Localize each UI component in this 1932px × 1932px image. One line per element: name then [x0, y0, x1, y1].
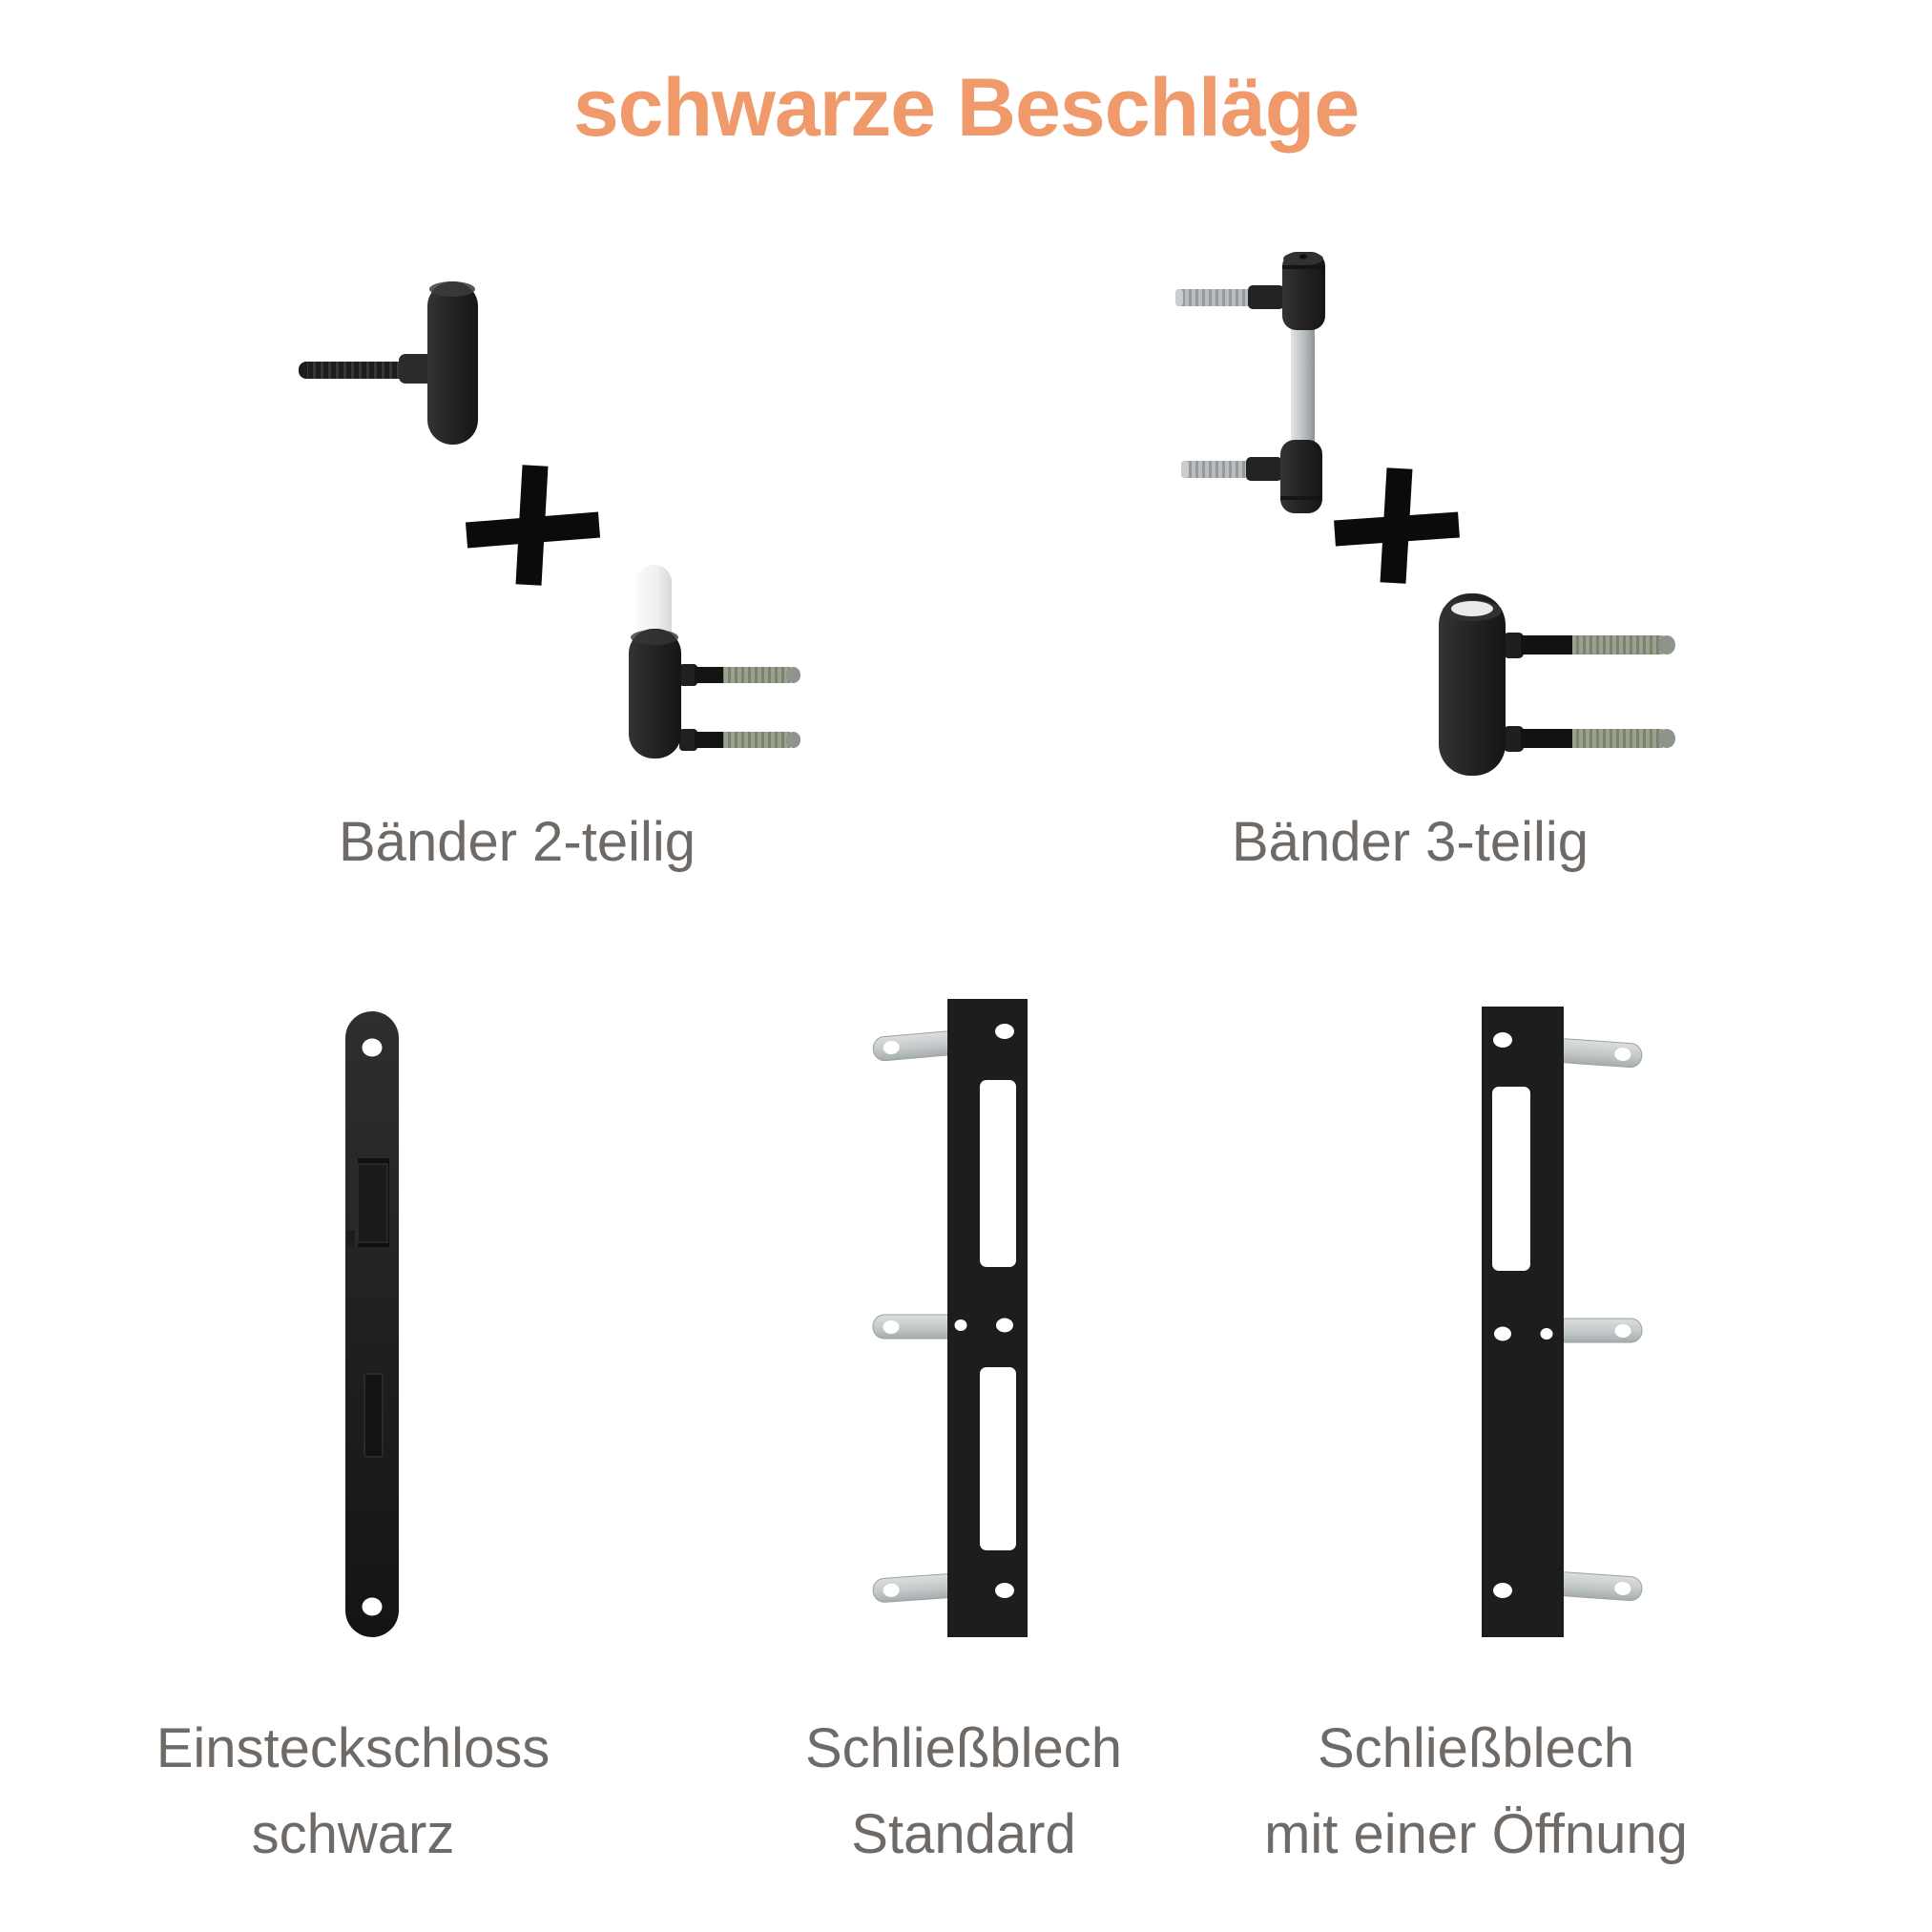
label-strike-standard — [805, 1706, 1122, 1878]
label-mortise-lock-line1: Einsteckschloss — [156, 1717, 551, 1779]
strike-plate-single-opening-image — [1482, 1007, 1643, 1637]
label-strike-opening — [1264, 1706, 1688, 1878]
plus-icon — [467, 466, 599, 585]
label-hinges-2part: Bänder 2-teilig — [339, 811, 696, 873]
label-strike-standard-line1: Schließblech — [804, 1717, 1123, 1779]
hinge-3part-leaf-image — [1439, 593, 1675, 776]
strike-plate-standard-image — [872, 999, 1028, 1637]
hinge-2part-frame-image — [299, 281, 478, 445]
label-strike-standard-line2: Standard — [851, 1803, 1076, 1865]
page-title: schwarze Beschläge — [572, 62, 1360, 154]
hinge-2part-leaf-image — [629, 565, 800, 758]
label-strike-opening-line2: mit einer Öffnung — [1264, 1803, 1688, 1865]
hinge-3part-upper-image — [1175, 252, 1325, 513]
label-hinges-3part: Bänder 3-teilig — [1232, 811, 1589, 873]
label-strike-opening-line1: Schließblech — [1317, 1717, 1635, 1779]
label-mortise-lock — [156, 1706, 551, 1878]
mortise-lock-image — [345, 1011, 399, 1637]
plus-icon — [1335, 468, 1459, 583]
label-mortise-lock-line2: schwarz — [251, 1803, 455, 1865]
